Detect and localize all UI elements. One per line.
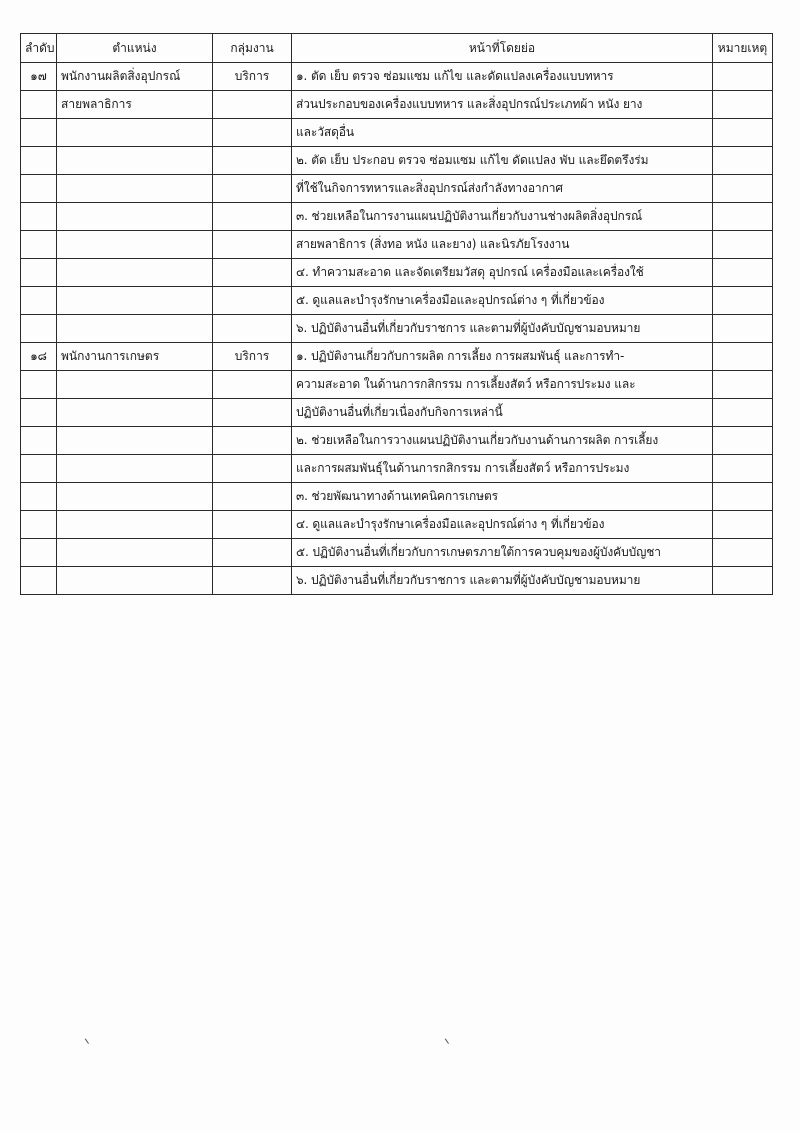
table-header-row [21,34,773,63]
row-remarks-cell [713,455,773,483]
row-group-cell [213,371,292,399]
table-body [21,63,773,595]
row-duty-cell: ที่ใช้ในกิจการทหารและสิ่งอุปกรณ์ส่งกำลังทางอากาศ [292,175,713,203]
row-group-cell [213,175,292,203]
row-remarks-cell [713,175,773,203]
row-position-cell [57,427,213,455]
row-duty-cell: ส่วนประกอบของเครื่องแบบทหาร และสิ่งอุปกรณ์ประเภทผ้า หนัง ยาง [292,91,713,119]
header-duties: หน้าที่โดยย่อ [292,34,713,63]
table-row [21,455,773,483]
row-remarks-cell [713,539,773,567]
table-row [21,371,773,399]
row-group-cell [213,315,292,343]
row-no-cell [21,119,57,147]
row-group-cell [213,511,292,539]
row-no-cell: ๑๗ [21,63,57,91]
row-remarks-cell [713,287,773,315]
header-no: ลำดับ [21,34,57,63]
row-duty-cell: และการผสมพันธุ์ในด้านการกสิกรรม การเลี้ยงสัตว์ หรือการประมง [292,455,713,483]
row-duty-cell: ๖. ปฏิบัติงานอื่นที่เกี่ยวกับราชการ และตามที่ผู้บังคับบัญชามอบหมาย [292,315,713,343]
row-no-cell [21,203,57,231]
row-remarks-cell [713,427,773,455]
row-remarks-cell [713,567,773,595]
table-row [21,343,773,371]
row-group-cell [213,91,292,119]
row-remarks-cell [713,371,773,399]
table-row [21,175,773,203]
row-group-cell [213,147,292,175]
header-group: กลุ่มงาน [213,34,292,63]
row-group-cell [213,567,292,595]
row-position-cell [57,119,213,147]
row-no-cell [21,427,57,455]
row-position-cell [57,371,213,399]
table-row [21,231,773,259]
row-group-cell [213,539,292,567]
row-group-cell [213,119,292,147]
row-remarks-cell [713,315,773,343]
row-remarks-cell [713,119,773,147]
row-no-cell [21,175,57,203]
header-remarks: หมายเหตุ [713,34,773,63]
row-duty-cell: ๓. ช่วยพัฒนาทางด้านเทคนิคการเกษตร [292,483,713,511]
table-row [21,91,773,119]
row-no-cell [21,315,57,343]
table-row [21,119,773,147]
row-no-cell [21,511,57,539]
row-group-cell: บริการ [213,343,292,371]
row-no-cell [21,567,57,595]
row-position-cell [57,511,213,539]
table-row [21,399,773,427]
row-position-cell: สายพลาธิการ [57,91,213,119]
row-remarks-cell [713,147,773,175]
scan-speck [445,1036,453,1044]
table-row [21,511,773,539]
row-duty-cell: ๒. ช่วยเหลือในการวางแผนปฏิบัติงานเกี่ยวกับงานด้านการผลิต การเลี้ยง [292,427,713,455]
row-remarks-cell [713,399,773,427]
table-row [21,315,773,343]
row-position-cell [57,539,213,567]
row-group-cell [213,455,292,483]
row-duty-cell: ๖. ปฏิบัติงานอื่นที่เกี่ยวกับราชการ และตามที่ผู้บังคับบัญชามอบหมาย [292,567,713,595]
row-duty-cell: และวัสดุอื่น [292,119,713,147]
row-remarks-cell [713,203,773,231]
row-duty-cell: ๕. ปฏิบัติงานอื่นที่เกี่ยวกับการเกษตรภายใต้การควบคุมของผู้บังคับบัญชา [292,539,713,567]
row-group-cell [213,259,292,287]
row-position-cell [57,147,213,175]
row-position-cell [57,287,213,315]
table-row [21,203,773,231]
row-duty-cell: ๑. ปฏิบัติงานเกี่ยวกับการผลิต การเลี้ยง การผสมพันธุ์ และการทำ- [292,343,713,371]
row-position-cell [57,231,213,259]
row-remarks-cell [713,511,773,539]
row-remarks-cell [713,63,773,91]
row-remarks-cell [713,231,773,259]
row-duty-cell: ๕. ดูแลและบำรุงรักษาเครื่องมือและอุปกรณ์ต่าง ๆ ที่เกี่ยวข้อง [292,287,713,315]
row-group-cell [213,399,292,427]
row-duty-cell: ๔. ทำความสะอาด และจัดเตรียมวัสดุ อุปกรณ์ เครื่องมือและเครื่องใช้ [292,259,713,287]
row-position-cell [57,259,213,287]
row-duty-cell: ๒. ตัด เย็บ ประกอบ ตรวจ ซ่อมแซม แก้ไข ดัดแปลง พับ และยึดตรึงร่ม [292,147,713,175]
row-group-cell [213,427,292,455]
row-duty-cell: ๓. ช่วยเหลือในการงานแผนปฏิบัติงานเกี่ยวกับงานช่างผลิตสิ่งอุปกรณ์ [292,203,713,231]
table-row [21,567,773,595]
table-row [21,287,773,315]
row-no-cell [21,147,57,175]
table-row [21,147,773,175]
row-group-cell: บริการ [213,63,292,91]
row-position-cell [57,567,213,595]
row-remarks-cell [713,91,773,119]
row-remarks-cell [713,483,773,511]
row-remarks-cell [713,259,773,287]
row-duty-cell: ปฏิบัติงานอื่นที่เกี่ยวเนื่องกับกิจการเหล่านี้ [292,399,713,427]
header-position: ตำแหน่ง [57,34,213,63]
row-position-cell [57,203,213,231]
row-no-cell [21,399,57,427]
row-duty-cell: สายพลาธิการ (สิ่งทอ หนัง และยาง) และนิรภัยโรงงาน [292,231,713,259]
row-group-cell [213,203,292,231]
row-position-cell [57,175,213,203]
table-row [21,539,773,567]
row-no-cell: ๑๘ [21,343,57,371]
row-duty-cell: ความสะอาด ในด้านการกสิกรรม การเลี้ยงสัตว์ หรือการประมง และ [292,371,713,399]
row-duty-cell: ๑. ตัด เย็บ ตรวจ ซ่อมแซม แก้ไข และดัดแปลงเครื่องแบบทหาร [292,63,713,91]
row-no-cell [21,371,57,399]
row-no-cell [21,231,57,259]
row-position-cell [57,483,213,511]
row-duty-cell: ๔. ดูแลและบำรุงรักษาเครื่องมือและอุปกรณ์ต่าง ๆ ที่เกี่ยวข้อง [292,511,713,539]
table-row [21,483,773,511]
row-no-cell [21,483,57,511]
row-no-cell [21,455,57,483]
row-no-cell [21,91,57,119]
row-no-cell [21,539,57,567]
row-position-cell [57,399,213,427]
table-row [21,427,773,455]
row-group-cell [213,231,292,259]
row-position-cell [57,455,213,483]
row-position-cell: พนักงานการเกษตร [57,343,213,371]
row-position-cell: พนักงานผลิตสิ่งอุปกรณ์ [57,63,213,91]
row-no-cell [21,259,57,287]
row-position-cell [57,315,213,343]
duties-table [20,33,773,595]
row-group-cell [213,483,292,511]
row-remarks-cell [713,343,773,371]
scan-speck [85,1036,93,1044]
table-row [21,259,773,287]
row-group-cell [213,287,292,315]
table-row [21,63,773,91]
row-no-cell [21,287,57,315]
